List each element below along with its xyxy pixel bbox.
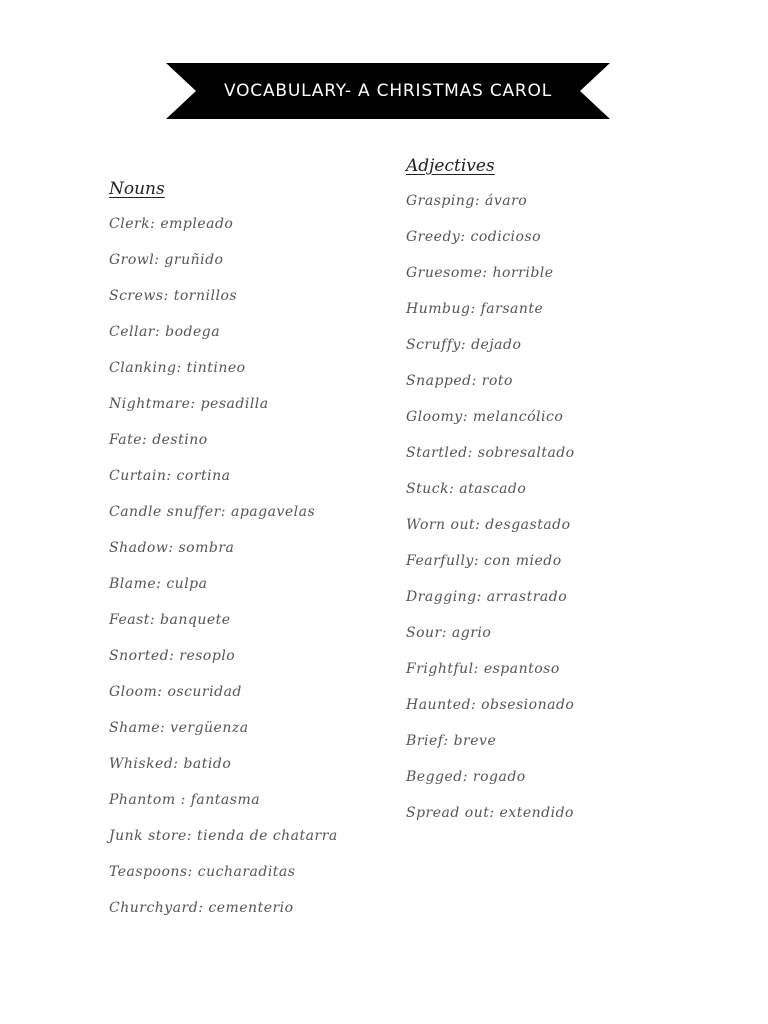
adjective-entry: Fearfully: con miedo [406,553,562,569]
noun-entry: Snorted: resoplo [109,648,236,664]
adjective-entry: Humbug: farsante [406,301,544,317]
adjective-entry: Dragging: arrastrado [406,589,568,605]
noun-entry: Whisked: batido [109,756,232,772]
adjective-entry: Worn out: desgastado [406,517,571,533]
noun-entry: Clanking: tintineo [109,360,246,376]
noun-entry: Churchyard: cementerio [109,900,294,916]
noun-entry: Clerk: empleado [109,216,234,232]
adjective-entry: Stuck: atascado [406,481,527,497]
adjective-entry: Scruffy: dejado [406,337,522,353]
nouns-heading: Nouns [109,179,165,199]
adjective-entry: Frightful: espantoso [406,661,560,677]
adjectives-list [406,188,746,836]
adjective-entry: Gloomy: melancólico [406,409,564,425]
adjective-entry: Brief: breve [406,733,497,749]
nouns-column [109,175,409,931]
noun-entry: Blame: culpa [109,576,208,592]
noun-entry: Feast: banquete [109,612,231,628]
adjective-entry: Spread out: extendido [406,805,574,821]
noun-entry: Fate: destino [109,432,208,448]
noun-entry: Curtain: cortina [109,468,231,484]
adjectives-column [406,152,746,836]
noun-entry: Teaspoons: cucharaditas [109,864,296,880]
noun-entry: Screws: tornillos [109,288,238,304]
nouns-list [109,211,409,931]
adjective-entry: Snapped: roto [406,373,513,389]
noun-entry: Gloom: oscuridad [109,684,242,700]
page-title: VOCABULARY- A CHRISTMAS CAROL [224,81,552,101]
adjective-entry: Haunted: obsesionado [406,697,575,713]
noun-entry: Candle snuffer: apagavelas [109,504,316,520]
adjective-entry: Begged: rogado [406,769,526,785]
adjective-entry: Gruesome: horrible [406,265,554,281]
noun-entry: Shadow: sombra [109,540,235,556]
noun-entry: Growl: gruñido [109,252,224,268]
adjective-entry: Grasping: ávaro [406,193,528,209]
adjective-entry: Sour: agrio [406,625,492,641]
noun-entry: Cellar: bodega [109,324,221,340]
noun-entry: Shame: vergüenza [109,720,249,736]
noun-entry: Phantom : fantasma [109,792,261,808]
adjective-entry: Startled: sobresaltado [406,445,575,461]
adjective-entry: Greedy: codicioso [406,229,542,245]
adjectives-heading: Adjectives [406,156,495,176]
noun-entry: Nightmare: pesadilla [109,396,269,412]
title-banner [166,63,610,119]
noun-entry: Junk store: tienda de chatarra [109,828,338,844]
